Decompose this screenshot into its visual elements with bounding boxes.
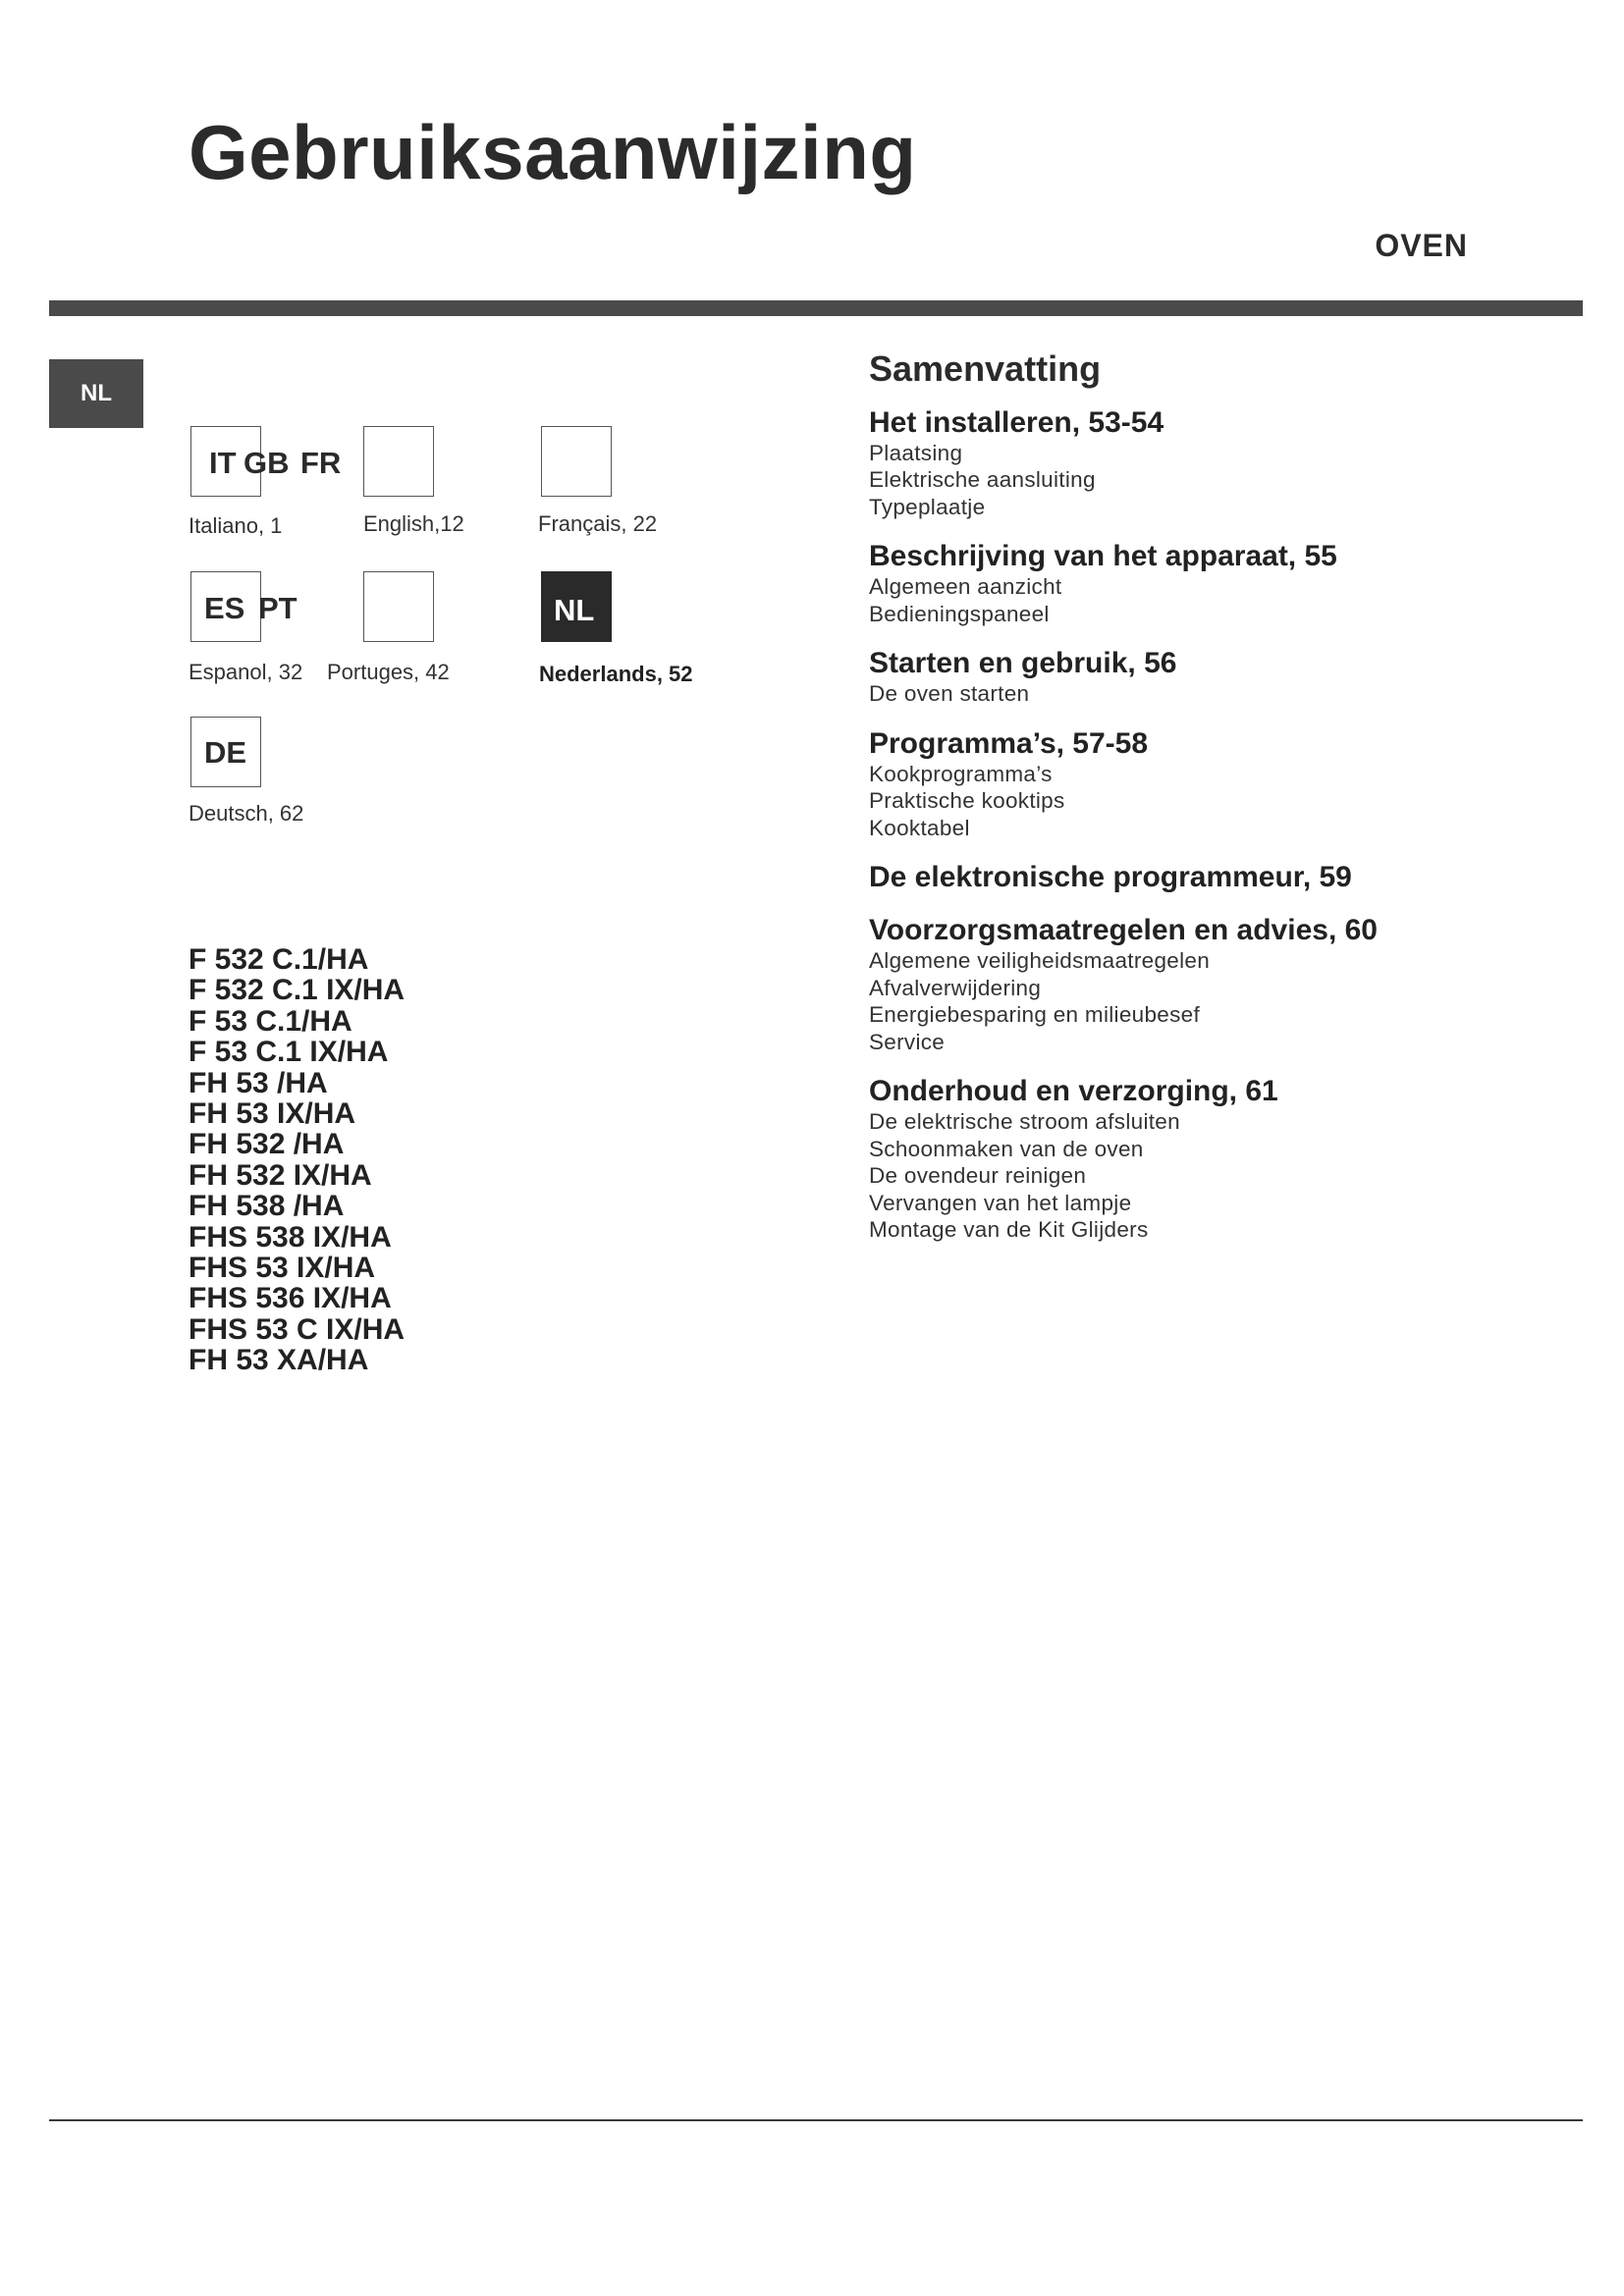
page-title: Gebruiksaanwijzing [189, 109, 917, 195]
toc-heading: Het installeren, 53-54 [869, 405, 1164, 439]
toc-item: Algemeen aanzicht [869, 574, 1062, 600]
toc-heading: De elektronische programmeur, 59 [869, 861, 1352, 894]
toc-section-installeren [869, 406, 1556, 521]
language-label-es: Espanol, 32 [189, 660, 303, 684]
model-item: FH 532 IX/HA [189, 1158, 372, 1192]
toc-heading: Voorzorgsmaatregelen en advies, 60 [869, 914, 1378, 947]
language-label-fr: Français, 22 [538, 511, 658, 536]
toc-item: Schoonmaken van de oven [869, 1136, 1144, 1161]
model-item: F 53 C.1/HA [189, 1004, 352, 1038]
toc-section-onderhoud [869, 1075, 1556, 1244]
model-item: FH 538 /HA [189, 1190, 345, 1223]
model-item: FH 53 XA/HA [189, 1344, 369, 1377]
model-item: FHS 53 C IX/HA [189, 1312, 406, 1346]
language-label-it: Italiano, 1 [189, 513, 283, 538]
language-label-pt: Portuges, 42 [327, 660, 450, 684]
toc-item: Bedieningspaneel [869, 601, 1050, 626]
language-code-fr: FR [300, 446, 342, 480]
toc-item: De elektrische stroom afsluiten [869, 1109, 1180, 1135]
toc-section-starten [869, 647, 1556, 708]
model-item: FHS 538 IX/HA [189, 1220, 392, 1254]
language-code-de: DE [204, 735, 247, 770]
model-item: FH 532 /HA [189, 1128, 345, 1161]
toc-item: Kooktabel [869, 815, 970, 840]
toc-item: Kookprogramma’s [869, 761, 1053, 786]
toc-item: De oven starten [869, 681, 1030, 707]
toc-item: Plaatsing [869, 440, 963, 465]
toc-item: Montage van de Kit Glijders [869, 1217, 1149, 1243]
language-label-gb: English,12 [363, 511, 464, 536]
toc-item: Typeplaatje [869, 494, 986, 519]
model-item: F 532 C.1/HA [189, 943, 369, 976]
toc-heading: Onderhoud en verzorging, 61 [869, 1075, 1278, 1108]
toc-item: Algemene veiligheidsmaatregelen [869, 948, 1211, 974]
language-side-tab-label: NL [81, 380, 112, 406]
language-code-it: IT [209, 446, 237, 480]
model-item: FHS 536 IX/HA [189, 1282, 392, 1315]
language-label-nl: Nederlands, 52 [539, 662, 693, 686]
toc-section-beschrijving [869, 540, 1556, 627]
language-code-pt: PT [258, 591, 298, 625]
toc-item: Service [869, 1029, 946, 1054]
model-item: FHS 53 IX/HA [189, 1252, 376, 1285]
language-code-nl: NL [554, 593, 595, 627]
model-item: F 53 C.1 IX/HA [189, 1036, 389, 1069]
language-code-gb: GB [244, 446, 290, 480]
toc-item: Vervangen van het lampje [869, 1190, 1132, 1215]
toc-heading: Beschrijving van het apparaat, 55 [869, 540, 1337, 573]
language-box-gb [363, 426, 434, 497]
toc-title: Samenvatting [869, 348, 1102, 389]
language-label-de: Deutsch, 62 [189, 801, 304, 826]
product-label: OVEN [1375, 228, 1468, 263]
model-item: FH 53 IX/HA [189, 1097, 356, 1131]
toc-heading: Starten en gebruik, 56 [869, 647, 1177, 680]
model-item: FH 53 /HA [189, 1066, 328, 1099]
model-item: F 532 C.1 IX/HA [189, 974, 406, 1007]
toc-item: Elektrische aansluiting [869, 467, 1096, 493]
toc-item: Energiebesparing en milieubesef [869, 1002, 1201, 1028]
language-box-pt [363, 571, 434, 642]
toc-item: De ovendeur reinigen [869, 1163, 1087, 1189]
language-code-es: ES [204, 591, 245, 625]
toc-heading: Programma’s, 57-58 [869, 726, 1149, 760]
toc-item: Praktische kooktips [869, 788, 1065, 814]
toc-item: Afvalverwijdering [869, 975, 1042, 1000]
toc-section-programmeur [869, 861, 1556, 894]
model-list [189, 944, 405, 1376]
header-divider [49, 300, 1583, 316]
toc-section-voorzorgsmaatregelen [869, 914, 1556, 1055]
footer-divider [49, 2119, 1583, 2121]
toc-section-programmas [869, 727, 1556, 842]
language-side-tab [49, 359, 143, 428]
table-of-contents [869, 349, 1556, 1263]
language-box-fr [541, 426, 612, 497]
